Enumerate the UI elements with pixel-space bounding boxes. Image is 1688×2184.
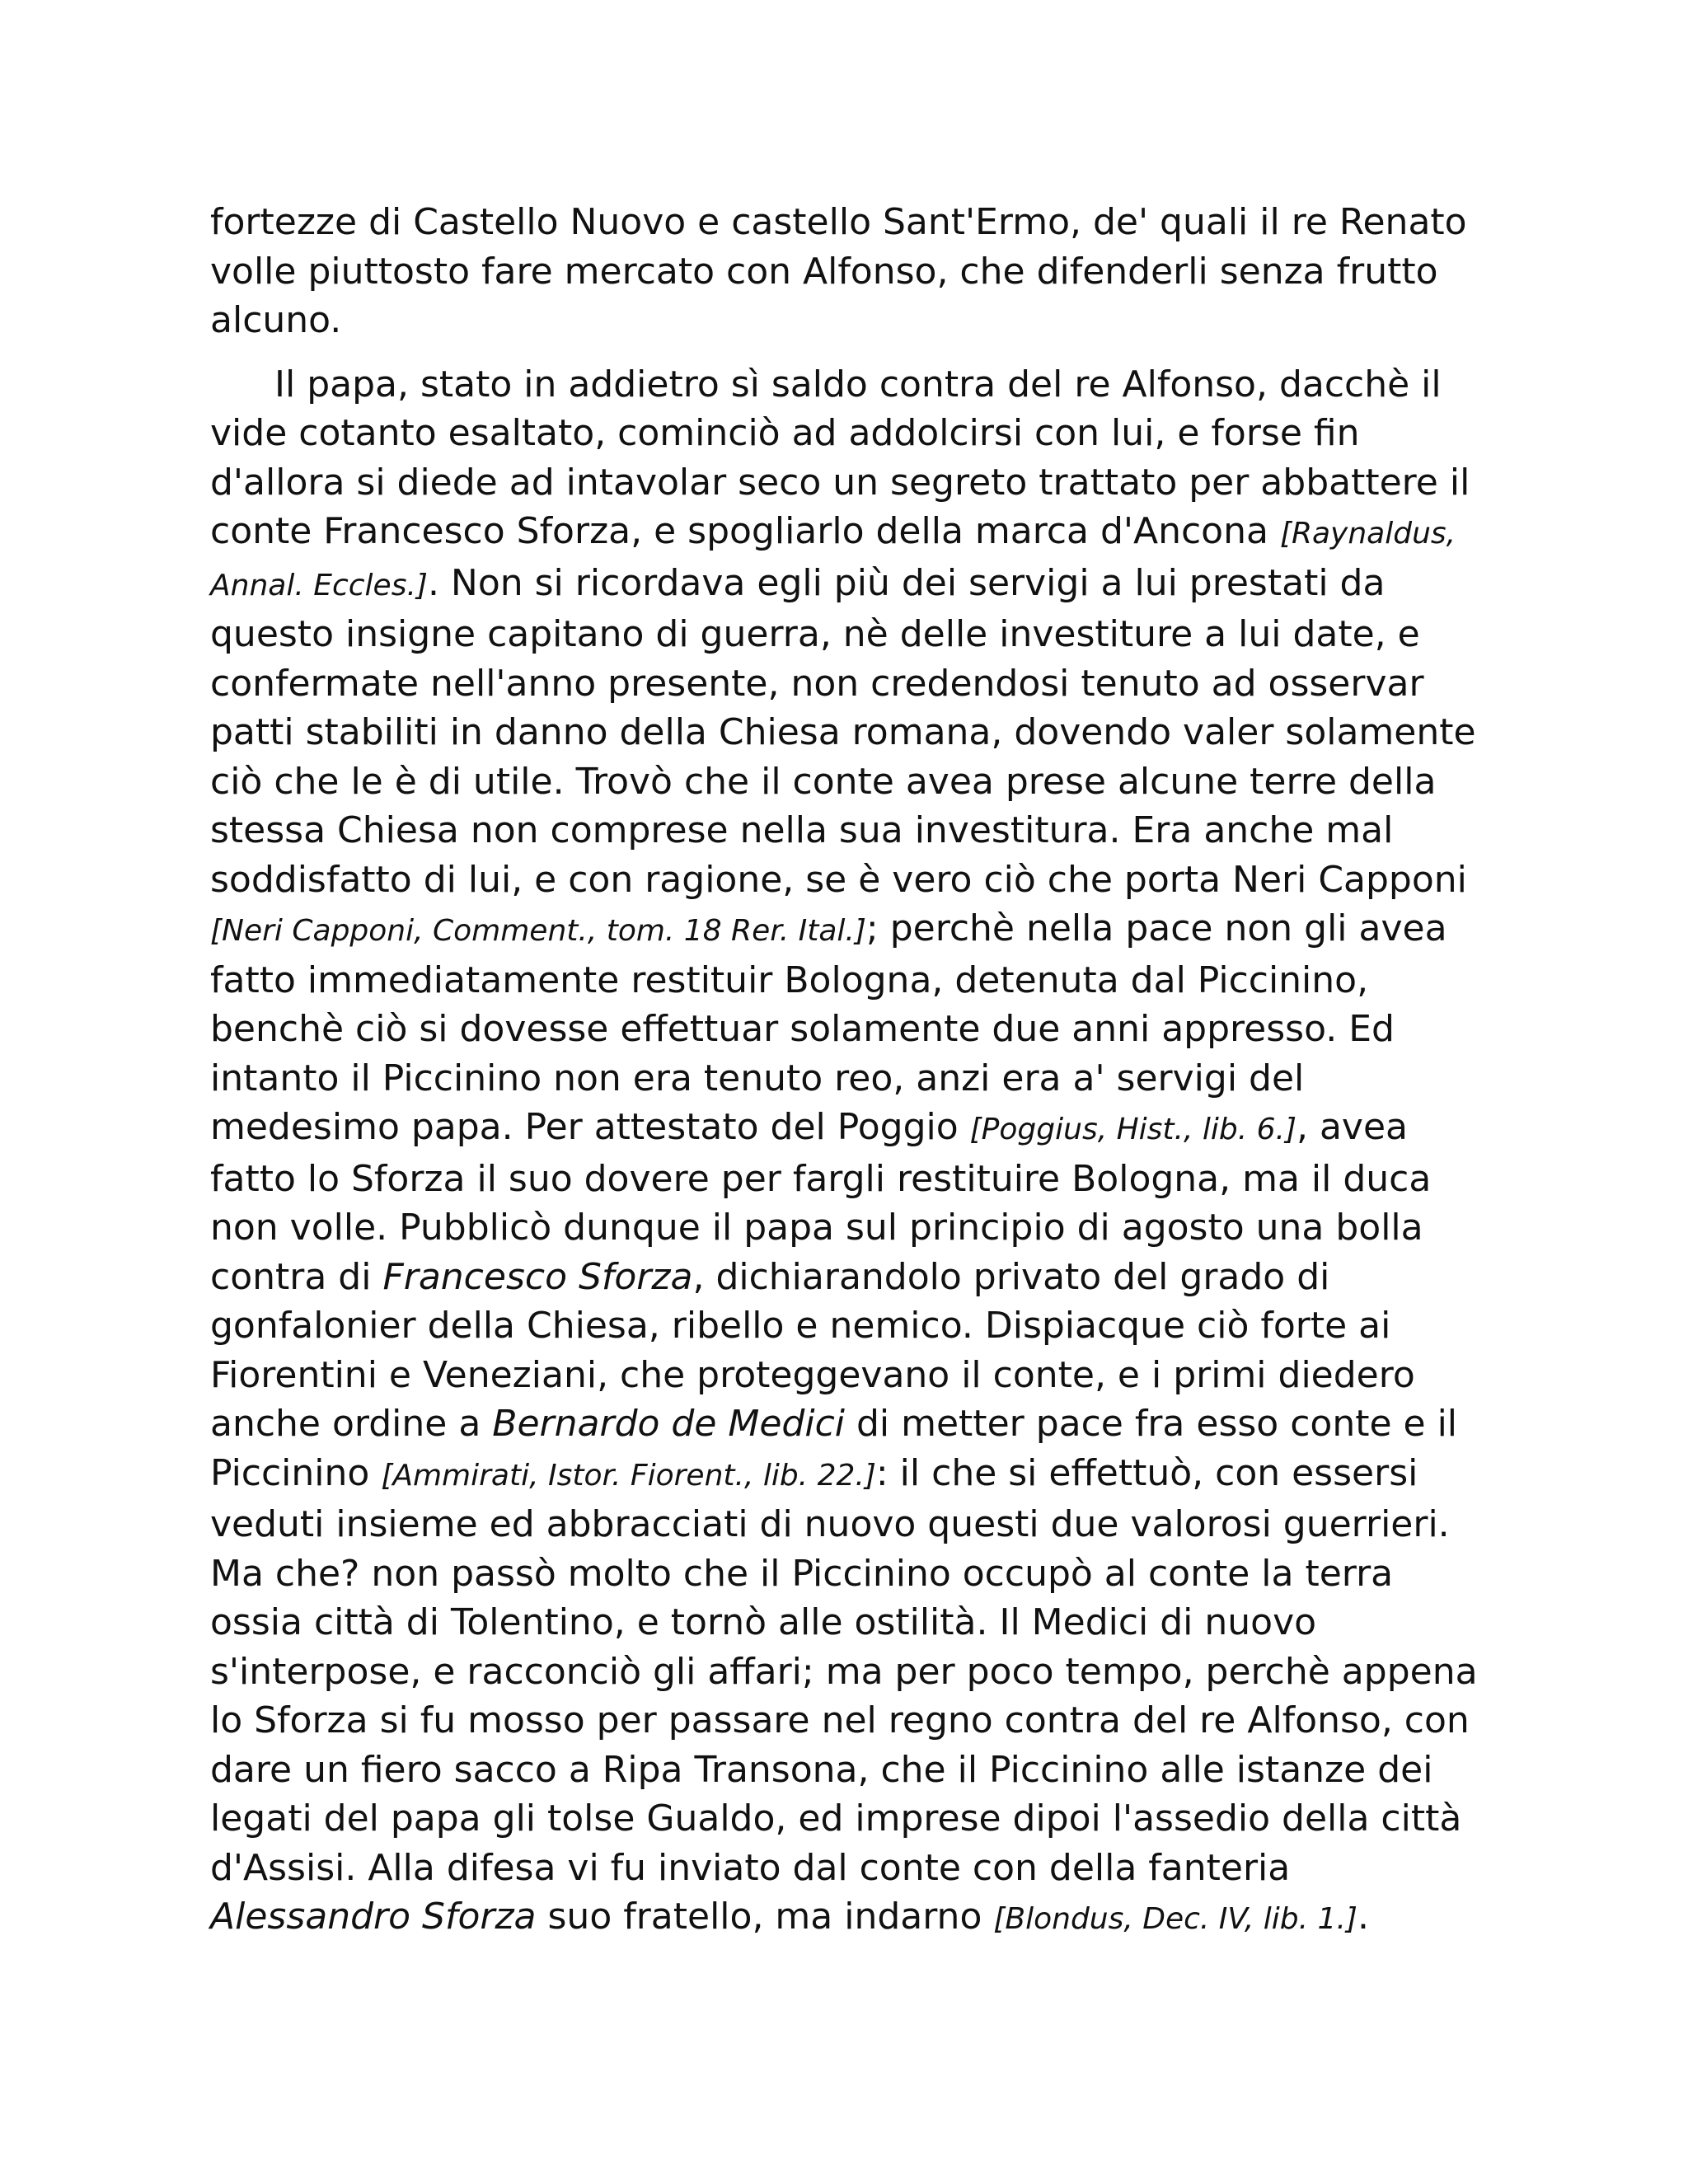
text-run: : il che si effettuò, con essersi veduti insieme ed abbracciati di nuovo questi due valorosi guerrieri. Ma che? non passò molto che il Piccinino occupò al conte la terra ossia città di Tolentino, e tornò alle ostilità. Il Medici di nuovo s'interpose, e racconciò gli affari; ma per poco tempo, perchè appena lo Sforza si fu mosso per passare nel regno contra del re Alfonso, con dare un fiero sacco a Ripa Transona, che il Piccinino alle istanze dei legati del papa gli tolse Gualdo, ed imprese dipoi l'assedio della città d'Assisi. Alla difesa vi fu inviato dal conte con della fanteria [210, 1451, 1478, 1889]
name-francesco-sforza: Francesco Sforza [382, 1255, 693, 1298]
citation-raynaldus: [Raynaldus, Annal. Eccles.] [210, 517, 1456, 602]
citation-ammirati: [Ammirati, Istor. Fiorent., lib. 22.] [381, 1458, 876, 1493]
text-run: . Non si ricordava egli più dei servigi a lui prestati da questo insigne capitano di guerra, nè delle investiture a lui date, e confermate nell'anno presente, non credendosi tenuto ad osservar patti stabiliti in danno della Chiesa romana, dovendo valer solamente ciò che le è di utile. Trovò che il conte avea prese alcune terre della stessa Chiesa non comprese nella sua investitura. Era anche mal soddisfatto di lui, e con ragione, se è vero ciò che porta Neri Capponi [210, 561, 1476, 901]
paragraph-1 [210, 198, 1479, 345]
text-run: Il papa, stato in addietro sì saldo contra del re Alfonso, dacchè il vide cotanto esaltato, cominciò ad addolcirsi con lui, e forse fin d'allora si diede ad intavolar seco un segreto trattato per abbattere il conte Francesco Sforza, e spogliarlo della marca d'Ancona [210, 363, 1470, 552]
text-run: , avea fatto lo Sforza il suo dovere per fargli restituire Bologna, ma il duca non volle. Pubblicò dunque il papa sul principio di agosto una bolla contra di [210, 1106, 1432, 1298]
text-run: di metter pace fra esso conte e il Piccinino [210, 1403, 1458, 1494]
text-run: ; perchè nella pace non gli avea fatto immediatamente restituir Bologna, detenuta dal Piccinino, benchè ciò si dovesse effettuar solamente due anni appresso. Ed intanto il Piccinino non era tenuto reo, anzi era a' servigi del medesimo papa. Per attestato del Poggio [210, 907, 1447, 1148]
text-run: fortezze di Castello Nuovo e castello Sant'Ermo, de' quali il re Renato volle piuttosto fare mercato con Alfonso, che difenderli senza frutto alcuno. [210, 201, 1467, 341]
citation-neri-capponi: [Neri Capponi, Comment., tom. 18 Rer. Ital.] [210, 914, 866, 948]
text-run: , dichiarandolo privato del grado di gonfalonier della Chiesa, ribello e nemico. Dispiacque ciò forte ai Fiorentini e Veneziani, che proteggevano il conte, e i primi diedero anche ordine a [210, 1255, 1415, 1445]
document-page [210, 198, 1479, 1944]
name-alessandro-sforza: Alessandro Sforza [210, 1896, 537, 1938]
citation-poggius: [Poggius, Hist., lib. 6.] [969, 1113, 1296, 1146]
paragraph-2 [210, 360, 1479, 1944]
text-run: suo fratello, ma indarno [536, 1896, 994, 1938]
citation-blondus: [Blondus, Dec. IV, lib. 1.] [993, 1902, 1357, 1936]
text-run: . [1357, 1896, 1369, 1938]
name-bernardo-de-medici: Bernardo de Medici [492, 1403, 845, 1445]
